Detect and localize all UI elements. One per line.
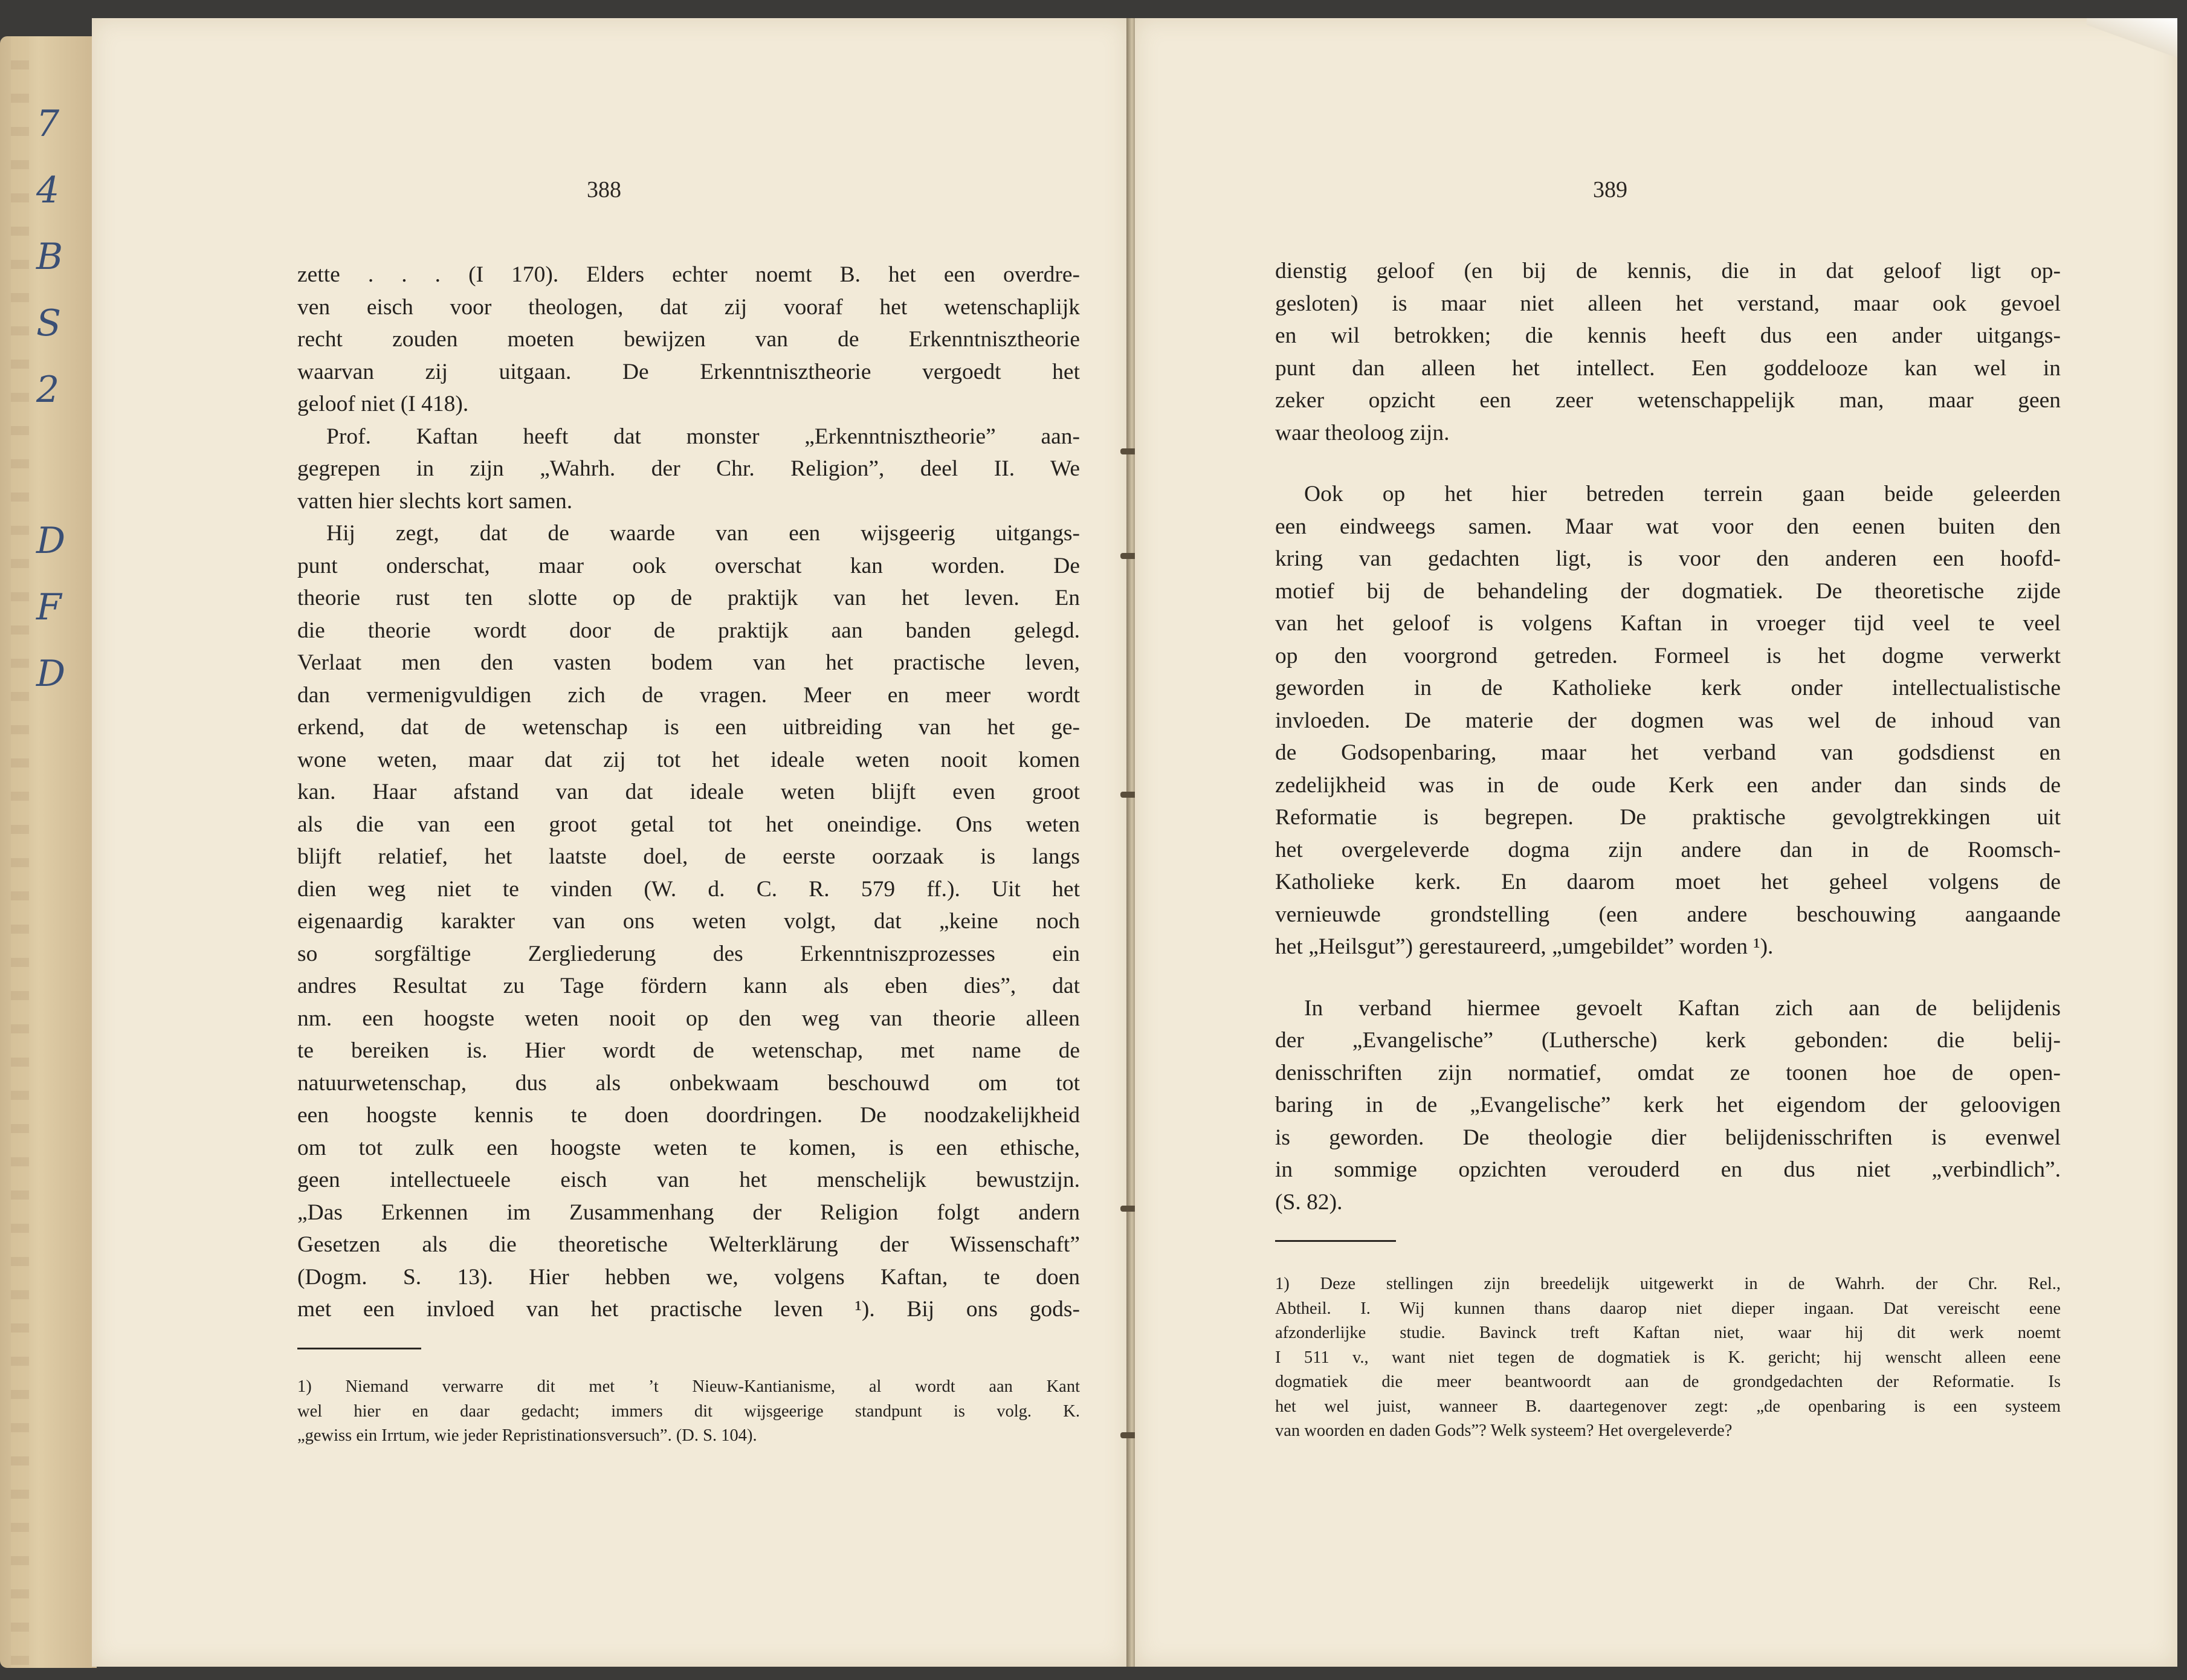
text-line: Verlaat men den vasten bodem van het practische leven,: [297, 650, 1080, 675]
text-line: waarvan zij uitgaan. De Erkenntnisztheorie vergoedt het: [297, 359, 1080, 384]
text-line: vatten hier slechts kort samen.: [297, 488, 573, 514]
text-line: en wil betrokken; die kennis heeft dus een ander uitgangs-: [1275, 323, 2061, 348]
body-text: [1275, 255, 2061, 1218]
text-line: met een invloed van het practische leven ¹). Bij ons gods-: [297, 1297, 1080, 1322]
footnote-line: dogmatiek die meer beantwoordt aan de grondgedachten der Reformatie. Is: [1275, 1372, 2061, 1391]
text-line: wone weten, maar dat zij tot het ideale weten nooit komen: [297, 747, 1080, 772]
margin-note: D: [36, 653, 66, 695]
text-line: waar theoloog zijn.: [1275, 420, 1450, 445]
left-page: [92, 18, 1128, 1667]
text-line: andres Resultat zu Tage fördern kann als eben dies”, dat: [297, 974, 1080, 998]
text-line: denisschriften zijn normatief, omdat ze toonen hoe de open-: [1275, 1060, 2061, 1085]
text-line: eigenaardig karakter van ons weten volgt, dat „keine noch: [297, 909, 1080, 934]
footnote-rule: [297, 1348, 421, 1349]
page-number: 389: [1593, 177, 1627, 202]
margin-note: 4: [36, 169, 60, 212]
footnote-line: het wel juist, wanneer B. daartegenover zegt: „de openbaring is een systeem: [1275, 1397, 2061, 1416]
text-line: kan. Haar afstand van dat ideale weten blijft even groot: [297, 780, 1080, 804]
text-line: Prof. Kaftan heeft dat monster „Erkenntnisztheorie” aan-: [326, 424, 1080, 449]
footnote-line: 1) Niemand verwarre dit met ’t Nieuw-Kantianisme, al wordt aan Kant: [297, 1377, 1080, 1396]
text-line: (Dogm. S. 13). Hier hebben we, volgens Kaftan, te doen: [297, 1264, 1080, 1290]
text-line: motief bij de behandeling der dogmatiek. De theoretische zijde: [1275, 578, 2061, 604]
text-line: is geworden. De theologie dier belijdenisschriften is evenwel: [1275, 1125, 2061, 1150]
text-line: recht zouden moeten bewijzen van de Erkenntnisztheorie: [297, 327, 1080, 352]
text-line: nm. een hoogste weten nooit op den weg van theorie alleen: [297, 1006, 1080, 1031]
text-line: van het geloof is volgens Kaftan in vroeger tijd veel te veel: [1275, 611, 2061, 636]
footnote-line: I 511 v., want niet tegen de dogmatiek is K. gericht; hij wenscht alleen eene: [1275, 1348, 2061, 1367]
text-line: geen intellectueele eisch van het menschelijk bewustzijn.: [297, 1168, 1080, 1192]
text-line: erkend, dat de wetenschap is een uitbreiding van het ge-: [297, 715, 1080, 740]
text-line: het „Heilsgut”) gerestaureerd, „umgebildet” worden ¹).: [1275, 934, 1774, 959]
text-line: geworden in de Katholieke kerk onder intellectualistische: [1275, 676, 2061, 700]
margin-note: 2: [36, 369, 60, 411]
footnote: [297, 1375, 1080, 1449]
text-line: natuurwetenschap, dus als onbekwaam beschouwd om tot: [297, 1070, 1080, 1096]
text-line: Katholieke kerk. En daarom moet het geheel volgens de: [1275, 870, 2061, 894]
footnote-line: wel hier en daar gedacht; immers dit wijsgeerige standpunt is volg. K.: [297, 1401, 1080, 1421]
text-line: dan vermenigvuldigen zich de vragen. Meer en meer wordt: [297, 682, 1080, 708]
text-line: der „Evangelische” (Luthersche) kerk gebonden: die belij-: [1275, 1028, 2061, 1053]
text-line: in sommige opzichten verouderd en dus niet „verbindlich”.: [1275, 1157, 2061, 1182]
text-line: (S. 82).: [1275, 1189, 1343, 1215]
text-line: kring van gedachten ligt, is voor den anderen een hoofd-: [1275, 546, 2061, 571]
text-line: die theorie wordt door de praktijk aan banden gelegd.: [297, 618, 1080, 643]
text-line: zette . . . (I 170). Elders echter noemt B. het een overdre-: [297, 262, 1080, 287]
text-line: Reformatie is begrepen. De praktische gevolgtrekkingen uit: [1275, 805, 2061, 830]
text-line: dien weg niet te vinden (W. d. C. R. 579 ff.). Uit het: [297, 876, 1080, 902]
text-line: zedelijkheid was in de oude Kerk een ander dan sinds de: [1275, 772, 2061, 798]
footnote-line: van woorden en daden Gods”? Welk systeem? Het overgeleverde?: [1275, 1421, 1733, 1440]
text-line: invloeden. De materie der dogmen was wel de inhoud van: [1275, 708, 2061, 733]
footnote-line: afzonderlijke studie. Bavinck treft Kaftan niet, waar hij dit werk noemt: [1275, 1323, 2061, 1342]
text-line: geloof niet (I 418).: [297, 392, 469, 416]
footnote: [1275, 1272, 2061, 1444]
text-line: so sorgfältige Zergliederung des Erkenntniszprozesses ein: [297, 941, 1080, 966]
text-line: theorie rust ten slotte op de praktijk van het leven. En: [297, 586, 1080, 610]
text-line: Hij zegt, dat de waarde van een wijsgeerig uitgangs-: [326, 521, 1080, 546]
margin-note: F: [36, 586, 62, 628]
body-text: [297, 259, 1080, 1326]
text-line: de Godsopenbaring, maar het verband van godsdienst en: [1275, 740, 2061, 765]
text-line: Gesetzen als die theoretische Welterklärung der Wissenschaft”: [297, 1232, 1080, 1257]
text-line: Ook op het hier betreden terrein gaan beide geleerden: [1304, 482, 2061, 506]
text-line: op den voorgrond getreden. Formeel is het dogme verwerkt: [1275, 643, 2061, 668]
text-line: baring in de „Evangelische” kerk het eigendom der geloovigen: [1275, 1093, 2061, 1117]
footnote-line: „gewiss ein Irrtum, wie jeder Repristinationsversuch”. (D. S. 104).: [297, 1426, 757, 1445]
text-line: een eindweegs samen. Maar wat voor den eenen buiten den: [1275, 514, 2061, 539]
right-page: [1135, 18, 2177, 1667]
text-line: het overgeleverde dogma zijn andere dan in de Roomsch-: [1275, 837, 2061, 862]
footnote-line: 1) Deze stellingen zijn breedelijk uitgewerkt in de Wahrh. der Chr. Rel.,: [1275, 1275, 2061, 1293]
margin-note: 7: [36, 103, 60, 145]
margin-note: D: [36, 520, 66, 562]
text-line: als die van een groot getal tot het oneindige. Ons weten: [297, 812, 1080, 837]
text-line: dienstig geloof (en bij de kennis, die in dat geloof ligt op-: [1275, 259, 2061, 283]
text-line: om tot zulk een hoogste weten te komen, is een ethische,: [297, 1135, 1080, 1160]
margin-note: S: [36, 302, 62, 344]
text-line: „Das Erkennen im Zusammenhang der Religion folgt andern: [297, 1200, 1080, 1225]
text-line: gegrepen in zijn „Wahrh. der Chr. Religion”, deel II. We: [297, 456, 1080, 481]
text-line: een hoogste kennis te doen doordringen. De noodzakelijkheid: [297, 1103, 1080, 1128]
text-line: te bereiken is. Hier wordt de wetenschap, met name de: [297, 1038, 1080, 1063]
text-line: punt dan alleen het intellect. Een goddelooze kan wel in: [1275, 355, 2061, 381]
text-line: zeker opzicht een zeer wetenschappelijk man, maar geen: [1275, 388, 2061, 413]
text-line: punt onderschat, maar ook overschat kan worden. De: [297, 553, 1080, 578]
text-line: blijft relatief, het laatste doel, de eerste oorzaak is langs: [297, 844, 1080, 869]
footnote-line: Abtheil. I. Wij kunnen thans daarop niet dieper ingaan. Dat vereischt eene: [1275, 1299, 2061, 1318]
footnote-rule: [1275, 1240, 1396, 1242]
margin-note: B: [36, 236, 63, 278]
text-line: ven eisch voor theologen, dat zij vooraf het wetenschaplijk: [297, 294, 1080, 320]
text-line: vernieuwde grondstelling (een andere beschouwing aangaande: [1275, 902, 2061, 927]
text-line: gesloten) is maar niet alleen het verstand, maar ook gevoel: [1275, 291, 2061, 316]
page-number: 388: [587, 177, 621, 202]
folded-corner: [2087, 18, 2177, 73]
text-line: In verband hiermee gevoelt Kaftan zich aan de belijdenis: [1304, 995, 2061, 1021]
